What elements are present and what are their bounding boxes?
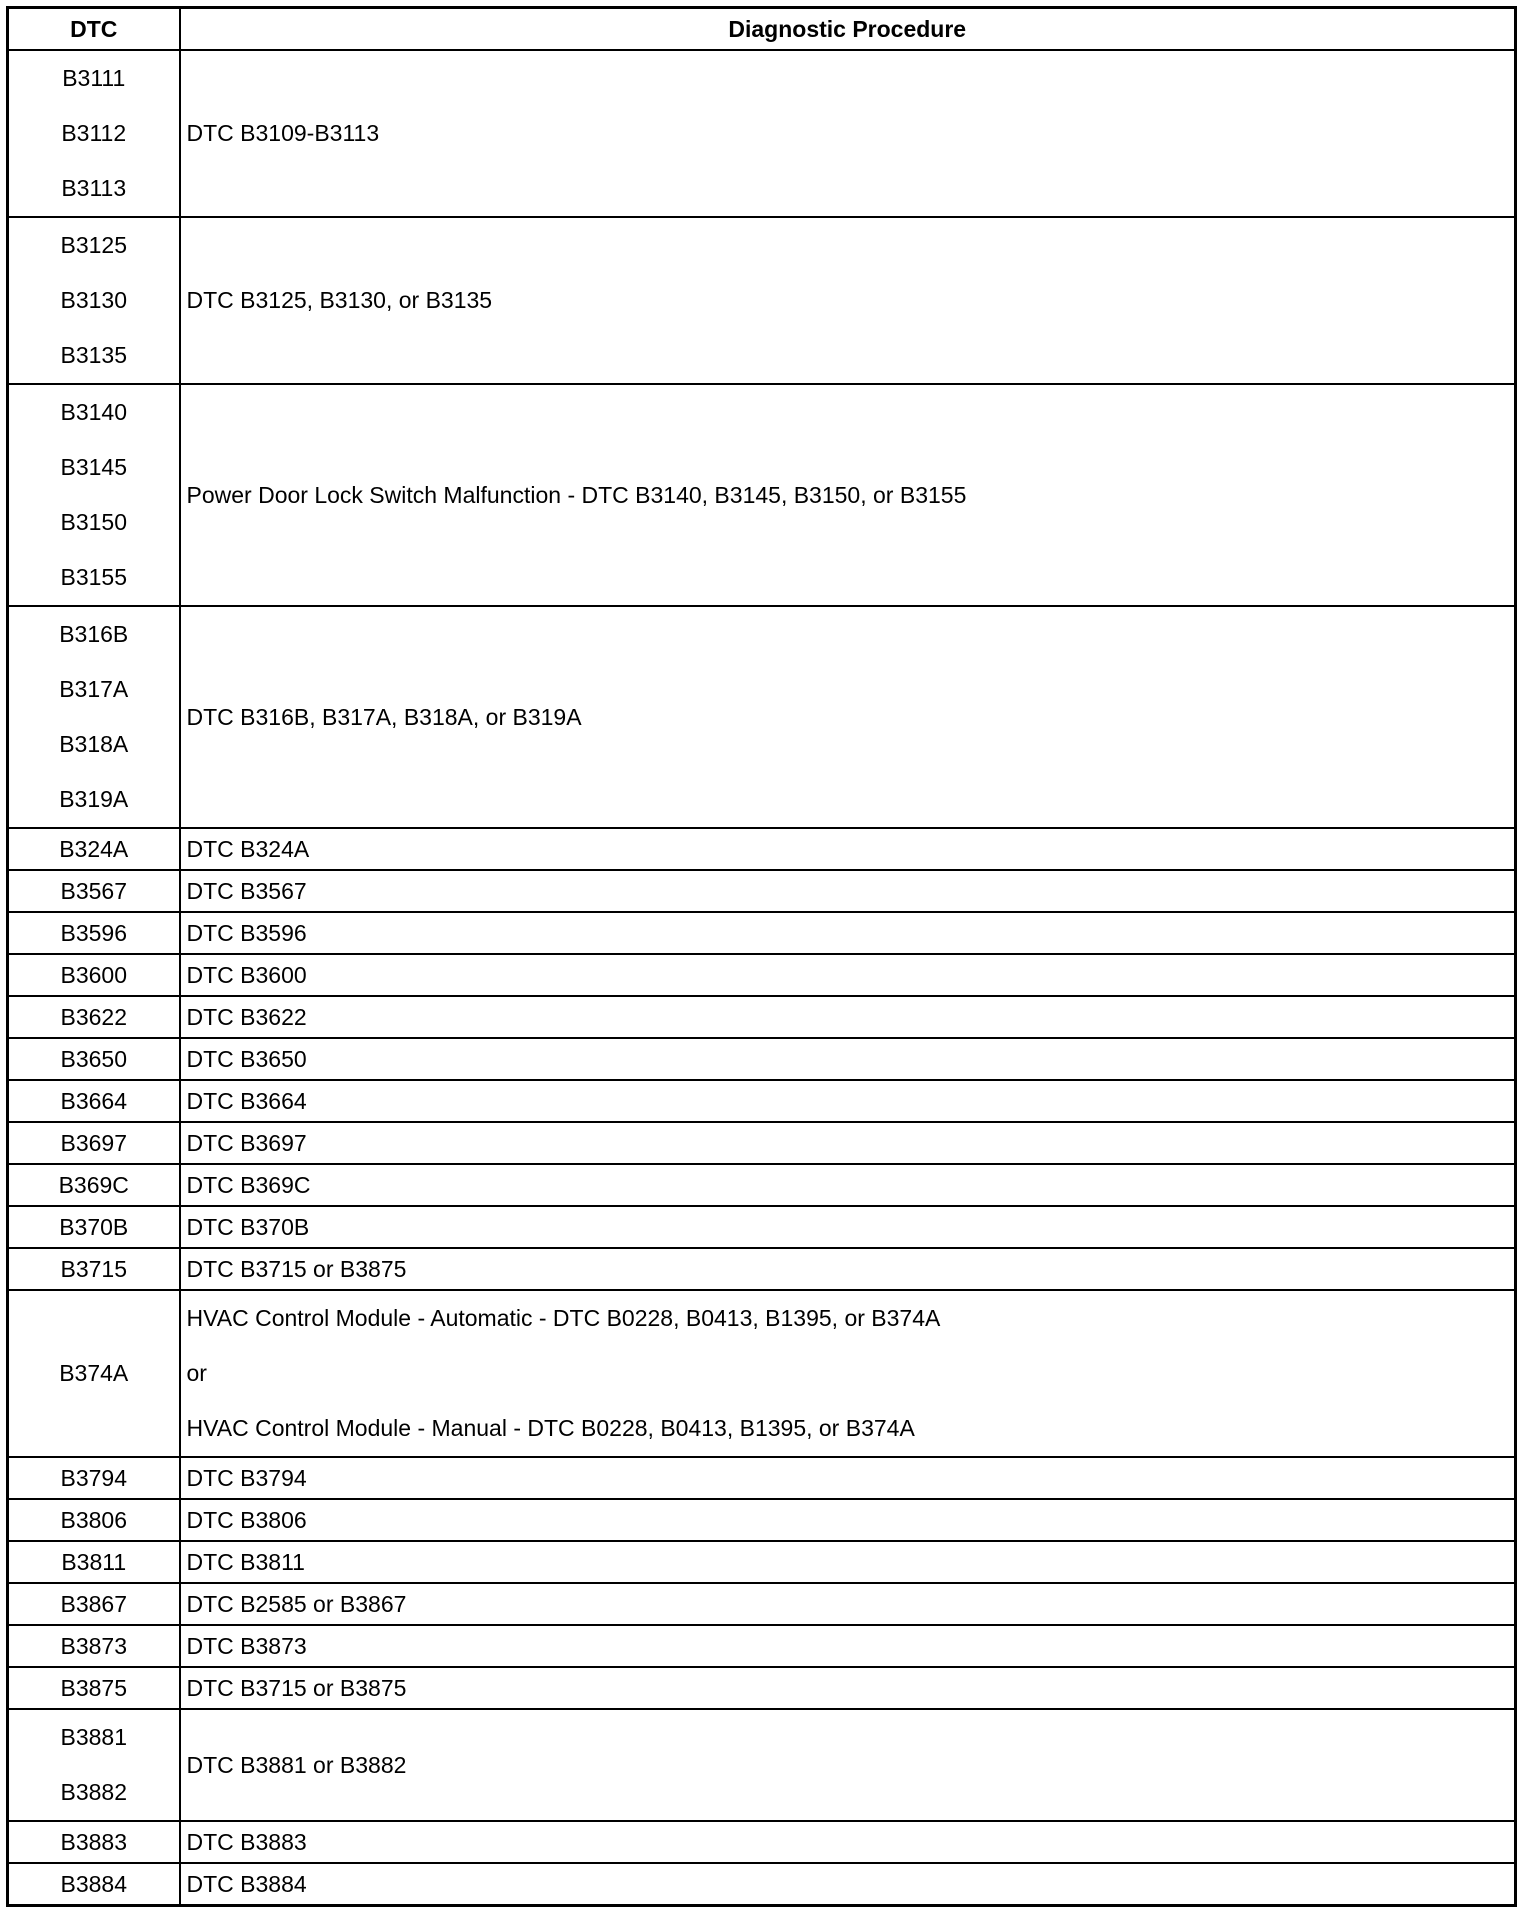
header-dtc: DTC [8, 8, 180, 51]
procedure-text: DTC B3794 [186, 1465, 307, 1491]
table-body [8, 50, 1516, 1906]
dtc-cell [8, 1821, 180, 1863]
procedure-cell [180, 1709, 1516, 1821]
dtc-cell [8, 1248, 180, 1290]
table-row [8, 1038, 1516, 1080]
dtc-cell [8, 1709, 180, 1821]
procedure-cell [180, 996, 1516, 1038]
table-row [8, 1541, 1516, 1583]
header-diagnostic-procedure: Diagnostic Procedure [180, 8, 1516, 51]
procedure-text: HVAC Control Module - Automatic - DTC B0228, B0413, B1395, or B374A [186, 1305, 941, 1331]
dtc-code: B3622 [60, 1004, 127, 1030]
table-row [8, 606, 1516, 828]
dtc-cell [8, 912, 180, 954]
procedure-cell [180, 1821, 1516, 1863]
dtc-code: B3664 [60, 1088, 127, 1114]
procedure-cell [180, 1863, 1516, 1906]
procedure-text: DTC B3715 or B3875 [186, 1256, 407, 1282]
procedure-text: DTC B3806 [186, 1507, 307, 1533]
dtc-cell [8, 1080, 180, 1122]
procedure-cell [180, 606, 1516, 828]
table-row [8, 1863, 1516, 1906]
table-row [8, 1499, 1516, 1541]
dtc-code: B3125 [60, 232, 127, 258]
procedure-text: DTC B3811 [186, 1549, 305, 1575]
procedure-text: DTC B3883 [186, 1829, 307, 1855]
dtc-code: B3112 [61, 120, 127, 146]
dtc-cell [8, 1499, 180, 1541]
dtc-code: B369C [58, 1172, 129, 1198]
table-row [8, 1583, 1516, 1625]
dtc-code: B3806 [60, 1507, 127, 1533]
procedure-text: DTC B3109-B3113 [186, 120, 380, 146]
dtc-code: B3135 [60, 342, 127, 368]
procedure-text: DTC B3715 or B3875 [186, 1675, 407, 1701]
dtc-table [6, 6, 1517, 1907]
dtc-code: B3140 [60, 399, 127, 425]
table-row [8, 1122, 1516, 1164]
dtc-code: B3867 [60, 1591, 127, 1617]
procedure-cell [180, 1080, 1516, 1122]
table-row [8, 1667, 1516, 1709]
procedure-text: DTC B3125, B3130, or B3135 [186, 287, 493, 313]
table-row [8, 50, 1516, 217]
dtc-code: B3130 [60, 287, 127, 313]
dtc-cell [8, 1457, 180, 1499]
dtc-code: B3875 [60, 1675, 127, 1701]
dtc-cell [8, 606, 180, 828]
procedure-text: DTC B3881 or B3882 [186, 1751, 407, 1778]
table-row [8, 870, 1516, 912]
dtc-cell [8, 1164, 180, 1206]
dtc-code: B3884 [60, 1871, 127, 1897]
procedure-text: DTC B3873 [186, 1633, 307, 1659]
table-row [8, 1709, 1516, 1821]
procedure-text: DTC B3884 [186, 1871, 307, 1897]
procedure-cell [180, 1457, 1516, 1499]
dtc-code: B3111 [62, 65, 126, 91]
dtc-code: B3715 [60, 1256, 127, 1282]
procedure-text: DTC B3622 [186, 1004, 307, 1030]
dtc-code: B317A [59, 676, 129, 702]
procedure-text: DTC B3600 [186, 962, 307, 988]
dtc-cell [8, 1122, 180, 1164]
procedure-text: DTC B3567 [186, 878, 307, 904]
table-row [8, 384, 1516, 606]
table-row [8, 1821, 1516, 1863]
dtc-cell [8, 828, 180, 870]
table-row [8, 1164, 1516, 1206]
table-row [8, 1625, 1516, 1667]
table-row [8, 912, 1516, 954]
procedure-cell [180, 1667, 1516, 1709]
dtc-cell [8, 217, 180, 384]
table-row [8, 1080, 1516, 1122]
procedure-text: DTC B369C [186, 1172, 311, 1198]
dtc-cell [8, 1667, 180, 1709]
dtc-cell [8, 1863, 180, 1906]
procedure-cell [180, 217, 1516, 384]
dtc-cell [8, 870, 180, 912]
procedure-cell [180, 384, 1516, 606]
procedure-cell [180, 912, 1516, 954]
procedure-text: DTC B2585 or B3867 [186, 1591, 407, 1617]
procedure-cell [180, 1625, 1516, 1667]
procedure-cell [180, 1038, 1516, 1080]
dtc-cell [8, 1625, 180, 1667]
dtc-code: B3881 [60, 1724, 127, 1750]
dtc-code: B3811 [61, 1549, 127, 1575]
dtc-procedure-document [6, 6, 1514, 1907]
procedure-cell [180, 870, 1516, 912]
dtc-code: B3650 [60, 1046, 127, 1072]
table-row [8, 217, 1516, 384]
procedure-text: DTC B3650 [186, 1046, 307, 1072]
procedure-text: Power Door Lock Switch Malfunction - DTC B3140, B3145, B3150, or B3155 [186, 481, 967, 508]
header-row [8, 8, 1516, 51]
dtc-code: B374A [59, 1360, 129, 1386]
table-row [8, 996, 1516, 1038]
dtc-code: B316B [59, 621, 129, 647]
procedure-text: or [186, 1360, 207, 1386]
dtc-cell [8, 996, 180, 1038]
procedure-text: DTC B3697 [186, 1130, 307, 1156]
dtc-code: B3113 [61, 175, 127, 201]
procedure-text: HVAC Control Module - Manual - DTC B0228, B0413, B1395, or B374A [186, 1415, 915, 1441]
procedure-text: DTC B3664 [186, 1088, 307, 1114]
dtc-cell [8, 1290, 180, 1457]
dtc-code: B3794 [60, 1465, 127, 1491]
procedure-cell [180, 954, 1516, 996]
procedure-cell [180, 1248, 1516, 1290]
dtc-code: B319A [59, 786, 129, 812]
table-row [8, 1290, 1516, 1457]
procedure-cell [180, 50, 1516, 217]
dtc-code: B3873 [60, 1633, 127, 1659]
dtc-cell [8, 1541, 180, 1583]
dtc-code: B318A [59, 731, 129, 757]
procedure-cell [180, 1164, 1516, 1206]
dtc-cell [8, 384, 180, 606]
procedure-cell [180, 1583, 1516, 1625]
dtc-cell [8, 1206, 180, 1248]
dtc-code: B370B [59, 1214, 129, 1240]
table-row [8, 828, 1516, 870]
dtc-cell [8, 1038, 180, 1080]
procedure-cell [180, 1290, 1516, 1457]
procedure-text: DTC B370B [186, 1214, 310, 1240]
procedure-cell [180, 1541, 1516, 1583]
dtc-code: B3882 [60, 1779, 127, 1805]
dtc-cell [8, 954, 180, 996]
table-row [8, 954, 1516, 996]
dtc-cell [8, 1583, 180, 1625]
procedure-cell [180, 1206, 1516, 1248]
procedure-cell [180, 828, 1516, 870]
dtc-code: B3150 [60, 509, 127, 535]
dtc-code: B3697 [60, 1130, 127, 1156]
dtc-code: B3600 [60, 962, 127, 988]
procedure-cell [180, 1122, 1516, 1164]
table-row [8, 1457, 1516, 1499]
dtc-code: B3596 [60, 920, 127, 946]
dtc-code: B3145 [60, 454, 127, 480]
dtc-cell [8, 50, 180, 217]
procedure-text: DTC B3596 [186, 920, 307, 946]
procedure-cell [180, 1499, 1516, 1541]
dtc-code: B3567 [60, 878, 127, 904]
dtc-code: B3155 [60, 564, 127, 590]
procedure-text: DTC B324A [186, 836, 310, 862]
dtc-code: B324A [59, 836, 129, 862]
dtc-code: B3883 [60, 1829, 127, 1855]
procedure-text: DTC B316B, B317A, B318A, or B319A [186, 703, 582, 730]
table-row [8, 1206, 1516, 1248]
table-row [8, 1248, 1516, 1290]
